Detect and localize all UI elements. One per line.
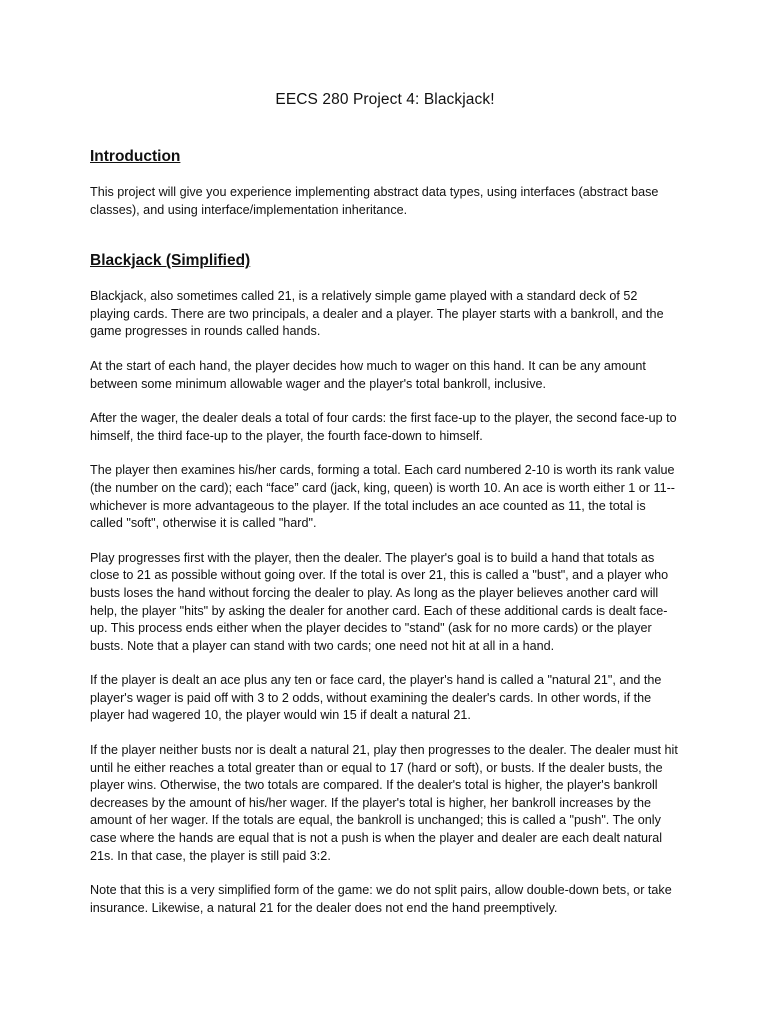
section-introduction bbox=[90, 147, 680, 219]
document-page bbox=[90, 90, 680, 917]
blackjack-paragraph-dealer-play: If the player neither busts nor is dealt a natural 21, play then progresses to the dealer. The dealer must hit until he either reaches a total greater than or equal to 17 (hard or soft), or busts. If the dealer busts, the player wins. Otherwise, the two totals are compared. If the dealer's total is higher, the player's bankroll decreases by the amount of his/her wager. If the player's total is higher, her bankroll increases by the amount of her wager. If the totals are equal, the bankroll is unchanged; this is called a "push". The only case where the hands are equal that is not a push is when the player and dealer are each dealt natural 21s. In that case, the player is still paid 3:2. bbox=[90, 743, 678, 863]
section-blackjack-simplified bbox=[90, 251, 680, 917]
blackjack-paragraph-natural-21: If the player is dealt an ace plus any ten or face card, the player's hand is called a "natural 21", and the player's wager is paid off with 3 to 2 odds, without examining the dealer's cards. In other words, if the player had wagered 10, the player would win 15 if dealt a natural 21. bbox=[90, 673, 662, 723]
blackjack-paragraph-wager: At the start of each hand, the player decides how much to wager on this hand. It can be any amount between some minimum allowable wager and the player's total bankroll, inclusive. bbox=[90, 358, 646, 391]
introduction-paragraph: This project will give you experience implementing abstract data types, using interfaces (abstract base classes), and using interface/implementation inheritance. bbox=[90, 185, 659, 217]
section-heading-introduction: Introduction bbox=[90, 148, 181, 165]
section-heading-blackjack: Blackjack (Simplified) bbox=[90, 252, 251, 270]
blackjack-paragraph-card-values: The player then examines his/her cards, forming a total. Each card numbered 2-10 is worth its rank value (the number on the card); each “face” card (jack, king, queen) is worth 10. An ace is worth either 1 or 11--whichever is more advantageous to the player. If the total includes an ace counted as 11, the total is called "soft", otherwise it is called "hard". bbox=[90, 463, 675, 531]
blackjack-paragraph-deal: After the wager, the dealer deals a total of four cards: the first face-up to the player, the second face-up to himself, the third face-up to the player, the fourth face-down to himself. bbox=[90, 411, 677, 443]
document-title: EECS 280 Project 4: Blackjack! bbox=[275, 91, 495, 108]
blackjack-paragraph-simplifications: Note that this is a very simplified form of the game: we do not split pairs, allow double-down bets, or take insurance. Likewise, a natural 21 for the dealer does not end the hand preemptively. bbox=[90, 883, 672, 915]
blackjack-paragraph-player-play: Play progresses first with the player, then the dealer. The player's goal is to build a hand that totals as close to 21 as possible without going over. If the total is over 21, this is called a "bust", and a player who busts loses the hand without forcing the dealer to play. As long as the player believes another card will help, the player "hits" by asking the dealer for another card. Each of these additional cards is dealt face-up. This process ends either when the player decides to "stand" (ask for no more cards) or the player busts. Note that a player can stand with two cards; one need not hit at all in a hand. bbox=[90, 550, 669, 653]
blackjack-paragraph-overview: Blackjack, also sometimes called 21, is a relatively simple game played with a standard deck of 52 playing cards. There are two principals, a dealer and a player. The player starts with a bankroll, and the game progresses in rounds called hands. bbox=[90, 289, 664, 339]
